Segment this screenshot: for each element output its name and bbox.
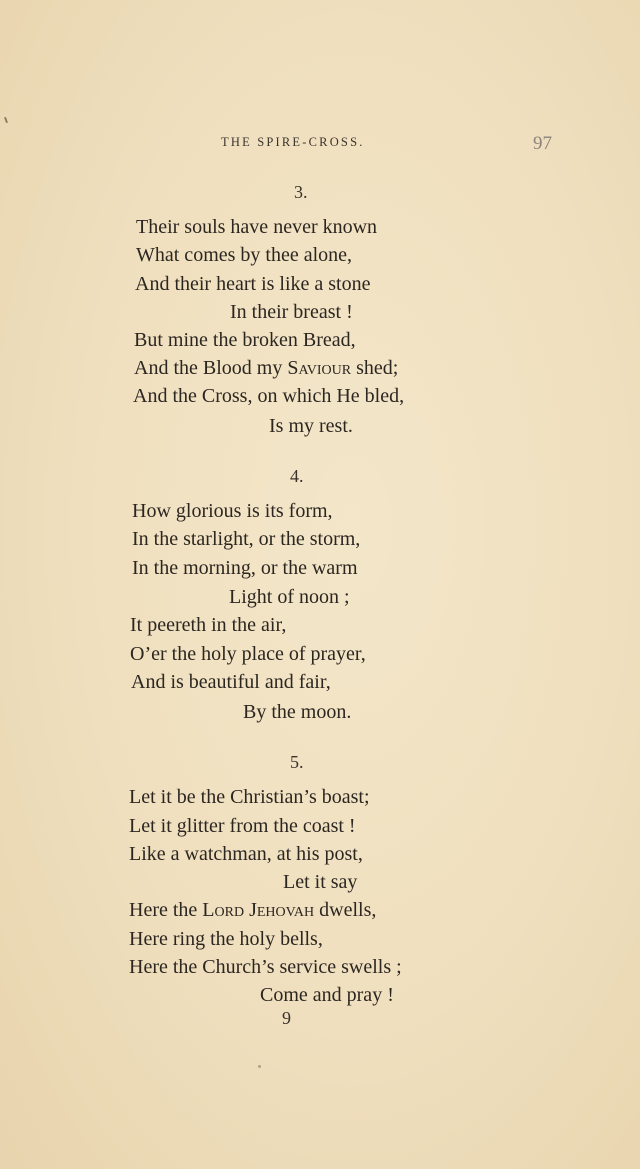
signature-mark: 9 (282, 1008, 291, 1028)
verse-line: How glorious is its form, (132, 500, 333, 522)
verse-line: Come and pray ! (260, 984, 394, 1006)
small-caps-word: Saviour (287, 357, 352, 379)
verse-line: Here the Church’s service swells ; (129, 956, 402, 978)
verse-line: What comes by thee alone, (136, 244, 353, 266)
verse-line: Here ring the holy bells, (129, 928, 323, 950)
verse-line: Light of noon ; (229, 586, 350, 608)
running-title: THE SPIRE-CROSS. (221, 135, 365, 149)
verse-line (129, 900, 376, 920)
verse-line: And is beautiful and fair, (131, 671, 331, 693)
verse-line (134, 358, 398, 378)
verse-line: O’er the holy place of prayer, (130, 643, 366, 665)
stanza-number: 5. (290, 752, 304, 772)
verse-line: Their souls have never known (136, 216, 378, 238)
page-blemish (4, 117, 8, 123)
verse-text: dwells, (314, 899, 377, 921)
verse-line: And the Cross, on which He bled, (133, 385, 405, 407)
verse-line: And their heart is like a stone (135, 273, 371, 295)
verse-line: But mine the broken Bread, (134, 329, 356, 351)
page-number: 97 (533, 133, 552, 154)
stanza-number: 4. (290, 466, 304, 486)
verse-line: In their breast ! (230, 301, 353, 323)
verse-text: And the Blood my (134, 357, 288, 379)
verse-line: In the morning, or the warm (132, 557, 358, 579)
small-caps-word: Lord Jehovah (202, 899, 315, 921)
verse-line: In the starlight, or the storm, (132, 528, 361, 550)
verse-line: By the moon. (243, 701, 352, 723)
verse-line: Like a watchman, at his post, (129, 843, 363, 865)
verse-line: Let it glitter from the coast ! (129, 815, 356, 837)
verse-text: shed; (351, 357, 399, 379)
page-blemish (258, 1065, 261, 1068)
verse-line: It peereth in the air, (130, 614, 287, 636)
verse-text: Here the (129, 899, 203, 921)
verse-line: Is my rest. (269, 415, 353, 437)
verse-line: Let it be the Christian’s boast; (129, 786, 370, 808)
verse-line: Let it say (283, 871, 358, 893)
stanza-number: 3. (294, 182, 308, 202)
